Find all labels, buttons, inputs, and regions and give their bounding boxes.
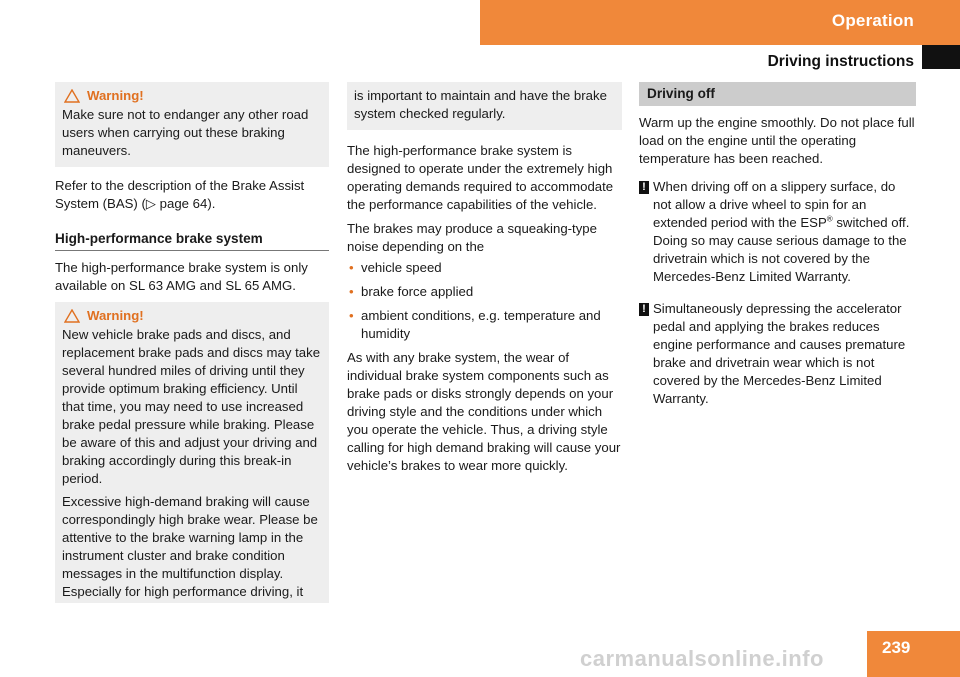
warning-text: Make sure not to endanger any other road users when carrying out these braking maneuvers. (62, 107, 309, 158)
page-subtitle: Driving instructions (767, 53, 914, 70)
column-right (639, 82, 916, 408)
warning-heading-text: Warning! (87, 308, 144, 323)
page-ref-text: page 64). (156, 196, 216, 211)
warning-paragraph: New vehicle brake pads and discs, and replacement brake pads and discs may take several hundred miles of driving until they provide optimum braking efficiency. Until that time, you may need to use increased brake pedal pressure while braking. Please be aware of this and adjust your driving and braking accordingly during this break-in period. (62, 327, 321, 486)
list-item-text: vehicle speed (361, 260, 442, 275)
warning-paragraph: Excessive high-demand braking will cause correspondingly high brake wear. Please be attentive to the brake warning lamp in the instrument cluster and brake condition messages in the multifunction display. Especially for high performance driving, it (62, 494, 318, 599)
body-paragraph: The brakes may produce a squeaking-type noise depending on the (347, 221, 597, 254)
list-item-text: brake force applied (361, 284, 474, 299)
body-paragraph: Warm up the engine smoothly. Do not place full load on the engine until the operating temperature has been reached. (639, 115, 915, 166)
bas-reference-text: Refer to the description of the Brake Assist System (BAS) ( (55, 178, 305, 211)
list-item (347, 283, 622, 301)
note-text: When driving off on a slippery surface, do not allow a drive wheel to spin for an extended period with the ESP (653, 179, 896, 230)
warning-heading-text: Warning! (87, 88, 144, 103)
note-block (639, 300, 916, 408)
page-number: 239 (882, 638, 911, 657)
list-item (347, 307, 622, 343)
bullet-icon: • (349, 260, 354, 275)
list-item (347, 259, 622, 277)
thumb-index-marker (922, 45, 960, 69)
warning-heading (64, 307, 322, 325)
body-paragraph: As with any brake system, the wear of individual brake system components such as brake pads or disks strongly depends on your driving style and the conditions under which you operate the vehicle. Thus, a driving style calling for high demand braking will cause your vehicle’s brakes to wear more quickly. (347, 350, 621, 473)
warning-box (55, 82, 329, 167)
section-tab (480, 0, 960, 45)
body-paragraph: The high-performance brake system is designed to operate under the extremely high operating demands required to accommodate the performance capabilities of the vehicle. (347, 143, 614, 212)
note-text: Simultaneously depressing the accelerator pedal and applying the brakes reduces engine performance and causes premature brake and drivetrain wear which is not covered by the Mercedes-Benz Limited Warranty. (653, 301, 906, 406)
warning-heading (64, 87, 322, 105)
warning-continued-text: is important to maintain and have the brake system checked regularly. (354, 88, 607, 121)
page-ref-arrow-icon: ▷ (145, 196, 157, 211)
bullet-icon: • (349, 284, 354, 299)
section-heading-driving-off: Driving off (639, 82, 916, 106)
warning-triangle-icon (64, 89, 80, 103)
noise-factors-list (347, 259, 622, 343)
brake-intro: The high-performance brake system is only available on SL 63 AMG and SL 65 AMG. (55, 260, 308, 293)
note-block (639, 178, 916, 286)
section-title: Operation (831, 11, 914, 30)
bullet-icon: • (349, 308, 354, 323)
page-number-tab (867, 631, 960, 677)
bas-reference (55, 177, 329, 213)
column-left (55, 82, 329, 603)
warning-triangle-icon (64, 309, 80, 323)
registered-mark: ® (826, 214, 833, 224)
warning-box-continued (347, 82, 622, 130)
exclamation-icon: ! (639, 181, 649, 194)
warning-box-breakin (55, 302, 329, 603)
list-item-text: ambient conditions, e.g. temperature and humidity (361, 308, 601, 341)
section-heading-brakes: High-performance brake system (55, 230, 329, 251)
column-middle (347, 82, 622, 475)
exclamation-icon: ! (639, 303, 649, 316)
note-text: switched off. Doing so may cause serious damage to the drivetrain which is not covered by the Mercedes-Benz Limited Warranty. (653, 215, 910, 284)
watermark-text: carmanualsonline.info (580, 646, 824, 671)
